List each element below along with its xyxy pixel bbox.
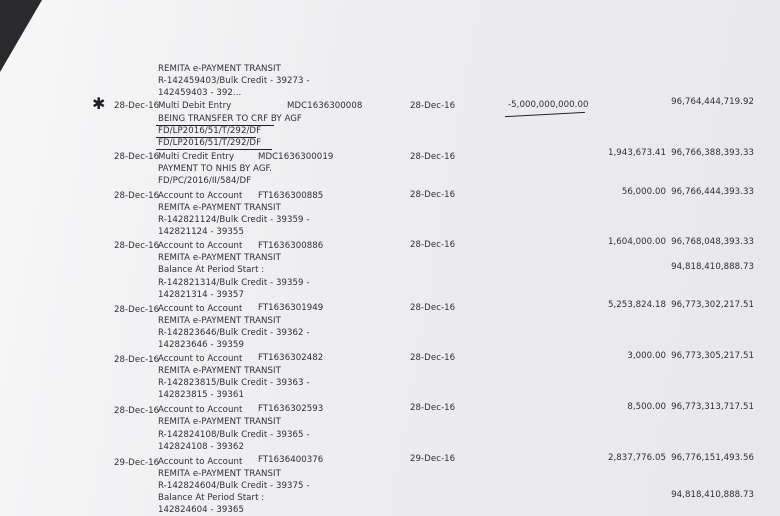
- transaction-reference: FT1636400376: [258, 455, 324, 465]
- credit-amount: 56,000.00: [621, 187, 666, 197]
- narration-line: 142821124 - 39355: [158, 227, 244, 237]
- transaction-type: Account to Account: [158, 457, 243, 467]
- transaction-date: 28-Dec-16: [114, 305, 160, 315]
- value-date: 28-Dec-16: [410, 240, 456, 250]
- narration-line: R-142824108/Bulk Credit - 39365 -: [158, 430, 310, 440]
- transaction-type: Multi Debit Entry: [158, 101, 232, 111]
- credit-amount: 5,253,824.18: [607, 300, 666, 310]
- transaction-type: Multi Credit Entry: [158, 152, 235, 162]
- narration-line: 142824108 - 39362: [158, 442, 244, 452]
- handwritten-asterisk-mark: ✱: [92, 94, 106, 113]
- narration-line: 142824604 - 39365: [158, 505, 244, 515]
- debit-amount: -5,000,000,000.00: [508, 100, 589, 110]
- running-balance: 96,764,444,719.92: [671, 97, 754, 107]
- transaction-reference: FT1636302593: [258, 404, 324, 414]
- narration-line: REMITA e-PAYMENT TRANSIT: [158, 64, 281, 74]
- narration-line: REMITA e-PAYMENT TRANSIT: [158, 253, 281, 263]
- narration-line: BEING TRANSFER TO CRF BY AGF: [158, 114, 302, 124]
- value-date: 28-Dec-16: [410, 353, 456, 363]
- transaction-type: Account to Account: [158, 304, 243, 314]
- value-date: 28-Dec-16: [410, 101, 456, 111]
- transaction-type: Account to Account: [158, 191, 243, 201]
- credit-amount: 1,604,000.00: [607, 237, 666, 247]
- narration-line: R-142823815/Bulk Credit - 39363 -: [158, 378, 310, 388]
- credit-amount: 2,837,776.05: [607, 453, 666, 463]
- running-balance: 96,773,305,217.51: [671, 351, 754, 361]
- narration-line: PAYMENT TO NHIS BY AGF.: [158, 164, 272, 174]
- transaction-date: 29-Dec-16: [114, 458, 160, 468]
- narration-line: REMITA e-PAYMENT TRANSIT: [158, 366, 281, 376]
- transaction-type: Account to Account: [158, 405, 243, 415]
- credit-amount: 8,500.00: [627, 402, 666, 412]
- running-balance: 96,773,313,717.51: [671, 402, 754, 412]
- narration-line: R-142823646/Bulk Credit - 39362 -: [158, 328, 310, 338]
- transaction-reference: FT1636302482: [258, 353, 324, 363]
- narration-line: FD/LP2016/51/T/292/DF: [158, 138, 262, 148]
- value-date: 28-Dec-16: [410, 303, 456, 313]
- running-balance: 96,773,302,217.51: [671, 300, 754, 310]
- period-start-balance: 94,818,410,888.73: [671, 490, 754, 500]
- period-start-label: Balance At Period Start :: [158, 493, 265, 503]
- transaction-date: 28-Dec-16: [114, 101, 160, 111]
- narration-line: REMITA e-PAYMENT TRANSIT: [158, 203, 281, 213]
- transaction-reference: MDC1636300019: [258, 152, 334, 162]
- transaction-reference: MDC1636300008: [287, 101, 363, 111]
- value-date: 28-Dec-16: [410, 403, 456, 413]
- value-date: 29-Dec-16: [410, 454, 456, 464]
- narration-line: R-142821124/Bulk Credit - 39359 -: [158, 215, 310, 225]
- narration-line: 142823646 - 39359: [158, 340, 244, 350]
- narration-line: FD/PC/2016/II/584/DF: [158, 176, 252, 186]
- transaction-date: 28-Dec-16: [114, 191, 160, 201]
- running-balance: 96,766,444,393.33: [671, 187, 754, 197]
- narration-line: FD/LP2016/51/T/292/DF: [158, 126, 262, 136]
- narration-line: R-142821314/Bulk Credit - 39359 -: [158, 278, 310, 288]
- transaction-reference: FT1636301949: [258, 303, 324, 313]
- transaction-reference: FT1636300885: [258, 191, 324, 201]
- narration-line: REMITA e-PAYMENT TRANSIT: [158, 316, 281, 326]
- credit-amount: 3,000.00: [627, 351, 666, 361]
- transaction-type: Account to Account: [158, 241, 243, 251]
- transaction-reference: FT1636300886: [258, 241, 324, 251]
- value-date: 28-Dec-16: [410, 190, 456, 200]
- transaction-date: 28-Dec-16: [114, 406, 160, 416]
- narration-line: 142821314 - 39357: [158, 290, 244, 300]
- running-balance: 96,776,151,493.56: [671, 453, 754, 463]
- period-start-label: Balance At Period Start :: [158, 265, 265, 275]
- handwritten-underline: [505, 112, 585, 117]
- narration-line: REMITA e-PAYMENT TRANSIT: [158, 469, 281, 479]
- narration-line: 142823815 - 39361: [158, 390, 244, 400]
- transaction-date: 28-Dec-16: [114, 241, 160, 251]
- value-date: 28-Dec-16: [410, 152, 456, 162]
- running-balance: 96,766,388,393.33: [671, 148, 754, 158]
- transaction-type: Account to Account: [158, 354, 243, 364]
- narration-line: 142459403 - 392...: [158, 88, 242, 98]
- narration-line: R-142459403/Bulk Credit - 39273 -: [158, 76, 310, 86]
- running-balance: 96,768,048,393.33: [671, 237, 754, 247]
- transaction-date: 28-Dec-16: [114, 355, 160, 365]
- narration-line: R-142824604/Bulk Credit - 39375 -: [158, 481, 310, 491]
- handwritten-underline: [156, 149, 272, 150]
- credit-amount: 1,943,673.41: [607, 148, 666, 158]
- narration-line: REMITA e-PAYMENT TRANSIT: [158, 417, 281, 427]
- folded-corner: [0, 0, 42, 72]
- transaction-date: 28-Dec-16: [114, 152, 160, 162]
- period-start-balance: 94,818,410,888.73: [671, 262, 754, 272]
